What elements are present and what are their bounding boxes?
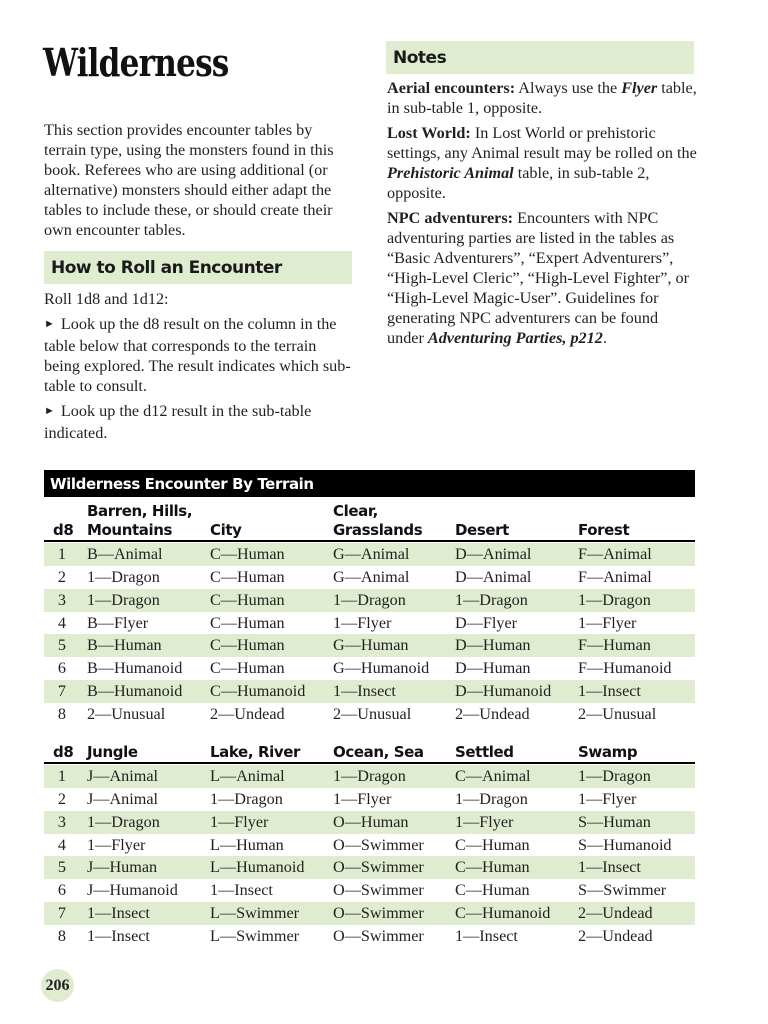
- encounter-cell: C—Human: [210, 590, 285, 609]
- column-header-line: City: [210, 521, 242, 539]
- table-row: [44, 788, 695, 811]
- column-header: [578, 521, 629, 540]
- column-header: [53, 521, 73, 540]
- encounter-cell: G—Human: [333, 636, 409, 655]
- encounter-cell: B—Flyer: [87, 613, 149, 632]
- encounter-cell: J—Humanoid: [87, 881, 178, 900]
- triangle-bullet-icon: ►: [44, 318, 55, 330]
- encounter-cell: D—Human: [455, 636, 531, 655]
- encounter-cell: L—Animal: [210, 767, 285, 785]
- encounter-cell: C—Human: [455, 858, 530, 877]
- roll-number-cell: 5: [57, 858, 66, 877]
- page-number: 206: [41, 969, 74, 1002]
- encounter-cell: C—Human: [455, 881, 530, 900]
- encounter-cell: 2—Undead: [455, 704, 530, 723]
- triangle-bullet-icon: ►: [44, 405, 55, 417]
- column-header: [455, 521, 509, 540]
- note-label: NPC adventurers:: [387, 209, 514, 227]
- table-row: [44, 811, 695, 834]
- encounter-cell: 1—Insect: [578, 858, 641, 877]
- encounter-cell: 1—Dragon: [87, 812, 160, 831]
- column-header: [210, 521, 242, 540]
- encounter-cell: 1—Flyer: [87, 835, 146, 854]
- roll-number-cell: 6: [57, 881, 66, 900]
- encounter-cell: 2—Unusual: [578, 704, 657, 723]
- column-header-line: Grasslands: [333, 521, 423, 539]
- column-header-line: Clear,: [333, 502, 378, 520]
- roll-step: [44, 314, 356, 396]
- encounter-cell: F—Animal: [578, 545, 652, 563]
- column-header-line: Barren, Hills,: [87, 502, 193, 520]
- encounter-cell: F—Animal: [578, 567, 652, 586]
- encounter-cell: D—Human: [455, 659, 531, 678]
- column-header: [53, 743, 73, 762]
- roll-number-cell: 8: [57, 926, 66, 945]
- encounter-cell: 2—Undead: [578, 904, 653, 923]
- column-header-line: Jungle: [87, 743, 138, 761]
- encounter-cell: 2—Undead: [578, 926, 653, 945]
- encounter-cell: 1—Dragon: [578, 590, 651, 609]
- encounter-cell: 1—Flyer: [210, 812, 269, 831]
- roll-number-cell: 1: [57, 767, 66, 785]
- table-row: [44, 589, 695, 612]
- column-header: [210, 743, 300, 762]
- note-aerial: [387, 78, 697, 118]
- column-header-line: Desert: [455, 521, 509, 539]
- encounter-cell: C—Human: [210, 545, 285, 563]
- encounter-cell: S—Human: [578, 812, 651, 831]
- roll-number-cell: 6: [57, 659, 66, 678]
- note-text: Always use the: [515, 79, 622, 97]
- encounter-cell: O—Human: [333, 812, 409, 831]
- encounter-cell: 1—Flyer: [578, 789, 637, 808]
- roll-number-cell: 7: [57, 682, 66, 701]
- encounter-cell: 1—Flyer: [455, 812, 514, 831]
- encounter-cell: 1—Dragon: [455, 789, 528, 808]
- encounter-cell: C—Human: [455, 835, 530, 854]
- encounter-cell: B—Human: [87, 636, 162, 655]
- encounter-cell: F—Human: [578, 636, 651, 655]
- note-text: table, in sub-table 2, opposite.: [387, 164, 650, 202]
- encounter-cell: 1—Insect: [333, 682, 396, 701]
- encounter-cell: O—Swimmer: [333, 904, 424, 923]
- encounter-cell: 1—Dragon: [210, 789, 283, 808]
- table-row: [44, 543, 695, 566]
- note-emphasis: Adventuring Parties, p212: [427, 329, 603, 347]
- encounter-cell: 1—Flyer: [333, 613, 392, 632]
- table-row: [44, 856, 695, 879]
- roll-number-cell: 4: [57, 835, 66, 854]
- encounter-cell: O—Swimmer: [333, 926, 424, 945]
- table-row: [44, 902, 695, 925]
- encounter-cell: S—Swimmer: [578, 881, 667, 900]
- notes-section: [387, 78, 697, 353]
- column-header-line: d8: [53, 521, 74, 539]
- encounter-cell: J—Animal: [87, 767, 159, 785]
- roll-step-text: Look up the d12 result in the sub-table indicated.: [44, 402, 312, 442]
- table-title: Wilderness Encounter By Terrain: [44, 470, 695, 497]
- encounter-cell: 1—Dragon: [455, 590, 528, 609]
- roll-line: Roll 1d8 and 1d12:: [44, 290, 169, 308]
- column-header: [455, 743, 514, 762]
- encounter-cell: L—Swimmer: [210, 904, 300, 923]
- encounter-cell: 1—Flyer: [333, 789, 392, 808]
- encounter-cell: B—Humanoid: [87, 682, 183, 701]
- table-row: [44, 566, 695, 589]
- encounter-cell: C—Human: [210, 567, 285, 586]
- column-header-line: Ocean, Sea: [333, 743, 424, 761]
- note-text: Encounters with NPC adventuring parties are listed in the tables as “Basic Adventurers”, “Expert Adventurers”, “High-Level Cleric”, “High-Level Fighter”, or “High-Level Magic-User”. Guidelines for generating NPC adventurers can be found under: [387, 209, 690, 347]
- note-emphasis: Flyer: [621, 79, 658, 97]
- column-header-line: Mountains: [87, 521, 173, 539]
- table-row: [44, 703, 695, 726]
- note-text: .: [602, 329, 607, 347]
- page-title: Wilderness: [43, 40, 229, 85]
- encounter-cell: G—Animal: [333, 545, 410, 563]
- note-label: Lost World:: [387, 124, 471, 142]
- table-row: [44, 634, 695, 657]
- roll-number-cell: 1: [57, 545, 66, 563]
- encounter-cell: 1—Dragon: [333, 590, 406, 609]
- roll-step: [44, 401, 356, 443]
- header-rule: [44, 540, 695, 542]
- encounter-cell: C—Human: [210, 659, 285, 678]
- roll-number-cell: 7: [57, 904, 66, 923]
- roll-step-text: Look up the d8 result on the column in the table below that corresponds to the terrain being explored. The result indicates which sub-table to consult.: [44, 315, 351, 395]
- encounter-cell: 1—Insect: [578, 682, 641, 701]
- note-lost-world: [387, 123, 697, 203]
- encounter-cell: O—Swimmer: [333, 858, 424, 877]
- encounter-cell: 1—Dragon: [578, 767, 651, 785]
- table-header-row: [44, 740, 695, 762]
- roll-number-cell: 2: [57, 789, 66, 808]
- encounter-cell: S—Humanoid: [578, 835, 672, 854]
- encounter-cell: D—Animal: [455, 567, 532, 586]
- encounter-cell: 1—Dragon: [87, 590, 160, 609]
- table-row: [44, 680, 695, 703]
- column-header: [333, 502, 422, 540]
- encounter-cell: G—Animal: [333, 567, 410, 586]
- table-row: [44, 834, 695, 857]
- encounter-cell: 1—Insect: [87, 904, 150, 923]
- encounter-cell: D—Animal: [455, 545, 532, 563]
- roll-number-cell: 4: [57, 613, 66, 632]
- roll-number-cell: 8: [57, 704, 66, 723]
- table-row: [44, 612, 695, 635]
- note-npc: [387, 208, 697, 348]
- note-text: In Lost World or prehistoric settings, any Animal result may be rolled on the: [387, 124, 697, 162]
- encounter-cell: D—Flyer: [455, 613, 518, 632]
- encounter-cell: 1—Insect: [210, 881, 273, 900]
- column-header: [87, 743, 138, 762]
- roll-number-cell: 5: [57, 636, 66, 655]
- encounter-cell: F—Humanoid: [578, 659, 672, 678]
- column-header-line: Swamp: [578, 743, 638, 761]
- encounter-cell: J—Human: [87, 858, 158, 877]
- encounter-cell: 1—Dragon: [333, 767, 406, 785]
- encounter-cell: B—Humanoid: [87, 659, 183, 678]
- column-header: [87, 502, 192, 540]
- encounter-cell: C—Human: [210, 636, 285, 655]
- table-row: [44, 879, 695, 902]
- encounter-cell: D—Humanoid: [455, 682, 552, 701]
- encounter-cell: C—Human: [210, 613, 285, 632]
- roll-number-cell: 3: [57, 590, 66, 609]
- encounter-cell: 1—Insect: [455, 926, 518, 945]
- roll-number-cell: 3: [57, 812, 66, 831]
- encounter-cell: 2—Unusual: [333, 704, 412, 723]
- encounter-cell: B—Animal: [87, 545, 163, 563]
- roll-number-cell: 2: [57, 567, 66, 586]
- encounter-cell: 1—Flyer: [578, 613, 637, 632]
- encounter-cell: L—Humanoid: [210, 858, 305, 877]
- table-row: [44, 925, 695, 948]
- how-to-roll-heading: How to Roll an Encounter: [44, 251, 352, 284]
- table-header-row: [44, 500, 695, 540]
- encounter-cell: G—Humanoid: [333, 659, 430, 678]
- encounter-cell: 2—Undead: [210, 704, 285, 723]
- encounter-cell: 1—Dragon: [87, 567, 160, 586]
- note-text: table, in sub-table 1, opposite.: [387, 79, 697, 117]
- column-header: [333, 743, 424, 762]
- note-label: Aerial encounters:: [387, 79, 516, 97]
- column-header-line: Settled: [455, 743, 514, 761]
- column-header-line: Lake, River: [210, 743, 300, 761]
- encounter-cell: L—Human: [210, 835, 284, 854]
- how-to-roll-section: [44, 289, 356, 448]
- encounter-cell: 2—Unusual: [87, 704, 166, 723]
- column-header: [578, 743, 637, 762]
- encounter-cell: C—Humanoid: [210, 682, 306, 701]
- intro-paragraph: This section provides encounter tables by terrain type, using the monsters found in this book. Referees who are using additional (or alternative) monsters should either adapt the tables to include these, or should create their own encounter tables.: [44, 121, 334, 239]
- encounter-cell: C—Humanoid: [455, 904, 551, 923]
- encounter-cell: O—Swimmer: [333, 835, 424, 854]
- column-header-line: Forest: [578, 521, 630, 539]
- note-emphasis: Prehistoric Animal: [387, 164, 514, 182]
- table-row: [44, 657, 695, 680]
- column-header-line: d8: [53, 743, 74, 761]
- table-row: [44, 765, 695, 788]
- encounter-cell: O—Swimmer: [333, 881, 424, 900]
- encounter-cell: 1—Insect: [87, 926, 150, 945]
- encounter-cell: J—Animal: [87, 789, 159, 808]
- encounter-cell: L—Swimmer: [210, 926, 300, 945]
- encounter-cell: C—Animal: [455, 767, 531, 785]
- header-rule: [44, 762, 695, 764]
- notes-heading: Notes: [386, 41, 694, 74]
